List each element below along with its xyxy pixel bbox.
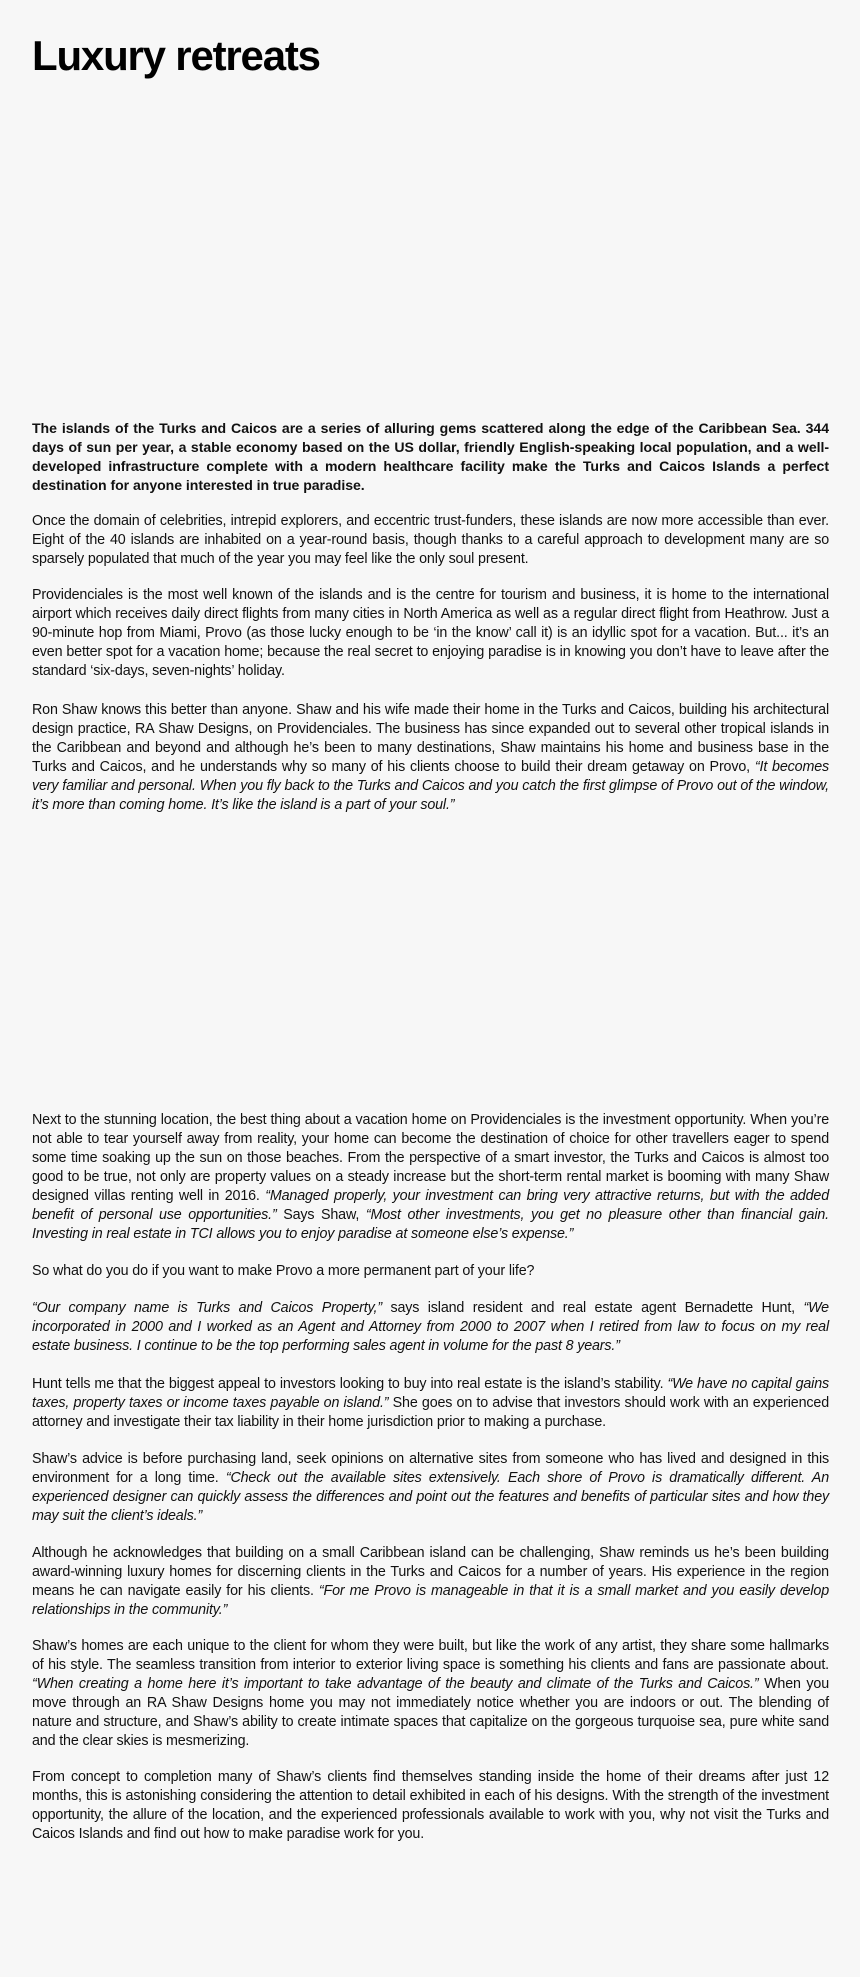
paragraph-text: Shaw’s homes are each unique to the client for whom they were built, but like the work of any artist, they share some hallmarks of his style. The seamless transition from interior to exterior living space is something his clients and fans are passionate about. <box>32 1638 829 1673</box>
shaw-quote: “For me Provo is manageable in that it is a small market and you easily develop relationships in the community.” <box>32 1583 829 1618</box>
paragraph-text: Shaw’s advice is before purchasing land, seek opinions on alternative sites from someone who has lived and designed in this environment for a long time. <box>32 1451 829 1486</box>
body-paragraph-4 <box>32 1111 829 1244</box>
image-placeholder-top <box>32 92 829 412</box>
article-title: Luxury retreats <box>32 32 320 79</box>
image-placeholder-middle <box>32 815 829 1105</box>
shaw-quote: “Check out the available sites extensively. Each shore of Provo is dramatically different. An experienced designer can quickly assess the differences and point out the features and benefits of particular sites and how they may suit the client’s ideals.” <box>32 1470 829 1524</box>
body-paragraph-2: Providenciales is the most well known of the islands and is the centre for tourism and business, it is home to the international airport which receives daily direct flights from many cities in North America as well as a regular direct flight from Heathrow. Just a 90-minute hop from Miami, Provo (as those lucky enough to be ‘in the know’ call it) is an idyllic spot for a vacation. But... it’s an even better spot for a vacation home; because the real secret to enjoying paradise is in knowing you don’t have to leave after the standard ‘six-days, seven-nights’ holiday. <box>32 587 829 679</box>
body-paragraph-7 <box>32 1375 829 1432</box>
body-paragraph-11: From concept to completion many of Shaw’s clients find themselves standing inside the home of their dreams after just 12 months, this is astonishing considering the attention to detail exhibited in each of his designs. With the strength of the investment opportunity, the allure of the location, and the experienced professionals available to work with you, why not visit the Turks and Caicos Islands and find out how to make paradise work for you. <box>32 1769 829 1842</box>
paragraph-text: says island resident and real estate agent Bernadette Hunt, <box>381 1300 804 1316</box>
shaw-quote: “When creating a home here it’s important to take advantage of the beauty and climate of the Turks and Caicos.” <box>32 1676 759 1692</box>
paragraph-text: Next to the stunning location, the best thing about a vacation home on Providenciales is the investment opportunity. When you’re not able to tear yourself away from reality, your home can become the destination of choice for other travellers eager to spend some time soaking up the sun on those beaches. From the perspective of a smart investor, the Turks and Caicos is almost too good to be true, not only are property values on a steady increase but the short-term rental market is booming with many Shaw designed villas renting well in 2016. <box>32 1112 829 1204</box>
shaw-quote: “It becomes very familiar and personal. When you fly back to the Turks and Caicos and you catch the first glimpse of Provo out of the window, it’s more than coming home. It’s like the island is a part of your soul.” <box>32 759 830 813</box>
shaw-quote: “Most other investments, you get no pleasure other than financial gain. Investing in real estate in TCI allows you to enjoy paradise at someone else’s expense.” <box>32 1207 829 1242</box>
body-paragraph-9 <box>32 1544 829 1620</box>
body-paragraph-8 <box>32 1450 829 1526</box>
body-paragraph-1: Once the domain of celebrities, intrepid explorers, and eccentric trust-funders, these islands are now more accessible than ever. Eight of the 40 islands are inhabited on a year-round basis, though thanks to a careful approach to development many are so sparsely populated that much of the year you may feel like the only soul present. <box>32 513 829 567</box>
body-paragraph-10 <box>32 1637 829 1751</box>
paragraph-text: When you move through an RA Shaw Designs home you may not immediately notice whether you are indoors or out. The blending of nature and structure, and Shaw’s ability to create intimate spaces that capitalize on the gorgeous turquoise sea, pure white sand and the clear skies is mesmerizing. <box>32 1676 829 1749</box>
shaw-quote: “Managed properly, your investment can bring very attractive returns, but with the added benefit of personal use opportunities.” <box>32 1188 829 1223</box>
hunt-quote: “We have no capital gains taxes, property taxes or income taxes payable on island.” <box>32 1376 829 1411</box>
paragraph-text: Ron Shaw knows this better than anyone. Shaw and his wife made their home in the Turks and Caicos, building his architectural design practice, RA Shaw Designs, on Providenciales. The business has since expanded out to several other tropical islands in the Caribbean and beyond and although he’s been to many destinations, Shaw maintains his home and business base in the Turks and Caicos, and he understands why so many of his clients choose to build their dream getaway on Provo, <box>32 702 829 775</box>
body-paragraph-6 <box>32 1299 829 1356</box>
intro-paragraph: The islands of the Turks and Caicos are a series of alluring gems scattered along the edge of the Caribbean Sea. 344 days of sun per year, a stable economy based on the US dollar, friendly English-speaking local population, and a well-developed infrastructure complete with a modern healthcare facility make the Turks and Caicos Islands a perfect destination for anyone interested in true paradise. <box>32 420 829 493</box>
paragraph-text: Hunt tells me that the biggest appeal to investors looking to buy into real estate is the island’s stability. <box>32 1376 668 1392</box>
paragraph-text: She goes on to advise that investors should work with an experienced attorney and investigate their tax liability in their home jurisdiction prior to making a purchase. <box>32 1395 829 1430</box>
hunt-quote: “We incorporated in 2000 and I worked as an Agent and Attorney from 2000 to 2007 when I retired from law to focus on my real estate business. I continue to be the top performing sales agent in volume for the past 8 years.” <box>32 1300 829 1354</box>
body-paragraph-3 <box>32 701 829 815</box>
paragraph-text: Although he acknowledges that building on a small Caribbean island can be challenging, Shaw reminds us he’s been building award-winning luxury homes for discerning clients in the Turks and Caicos for a number of years. His experience in the region means he can navigate easily for his clients. <box>32 1545 829 1599</box>
paragraph-text: Says Shaw, <box>276 1207 366 1223</box>
hunt-quote: “Our company name is Turks and Caicos Property,” <box>32 1300 382 1316</box>
body-paragraph-5: So what do you do if you want to make Provo a more permanent part of your life? <box>32 1263 535 1279</box>
